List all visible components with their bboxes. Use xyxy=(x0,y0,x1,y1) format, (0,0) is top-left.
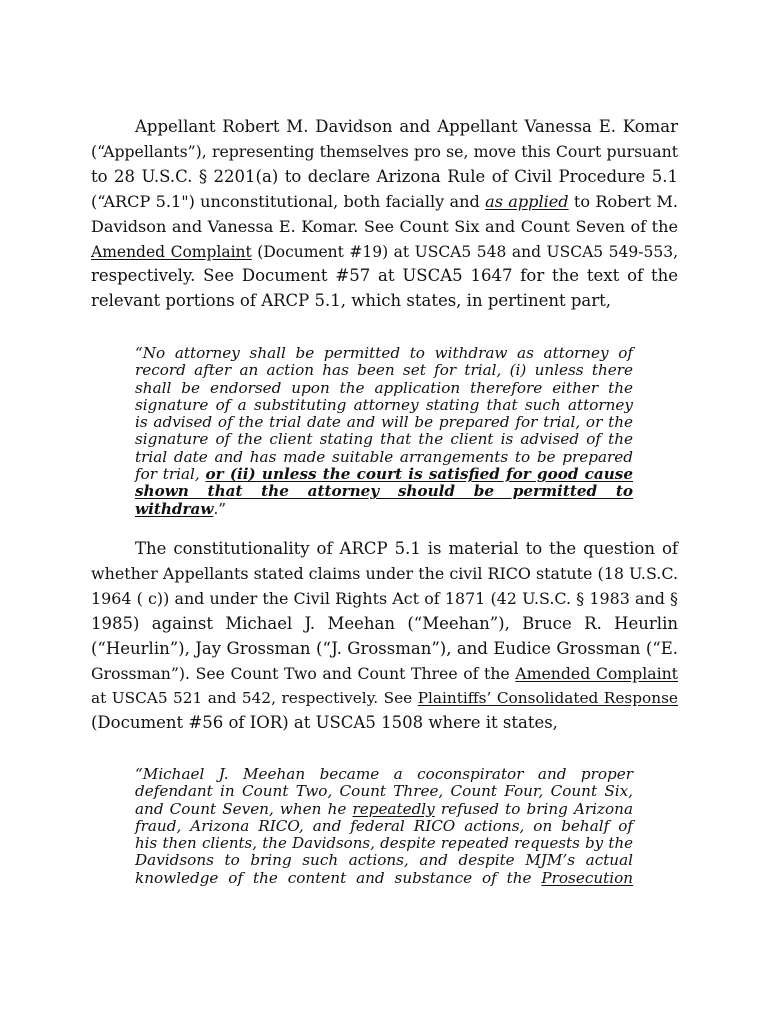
text-run: The constitutionality of ARCP 5.1 is material to the question of xyxy=(135,539,678,558)
prosecution-reference: Prosecution xyxy=(541,868,633,887)
amended-complaint-reference: Amended Complaint xyxy=(91,242,252,261)
emphasis-withdraw: withdraw xyxy=(135,499,214,518)
text-run: at USCA5 521 and 542, respectively. See xyxy=(91,689,413,708)
quote-line: “Michael J. Meehan became a coconspirator and proper xyxy=(135,765,633,783)
paragraph-line xyxy=(91,115,678,140)
emphasis-as-applied: as applied xyxy=(485,191,569,211)
paragraph-line: to 28 U.S.C. § 2201(a) to declare Arizona Rule of Civil Procedure 5.1 xyxy=(91,166,678,186)
paragraph-line xyxy=(91,240,678,265)
text-run: for trial, xyxy=(135,465,200,484)
quote-line: is advised of the trial date and will be prepared for trial, or the xyxy=(135,413,633,432)
text-run: to Robert M. xyxy=(573,191,679,211)
paragraph-line: (“Appellants”), representing themselves pro se, move this Court pursuant xyxy=(91,141,678,161)
text-run: .” xyxy=(213,499,227,518)
text-run: Appellant Robert M. Davidson and Appellant Vanessa E. Komar xyxy=(135,117,678,136)
quote-line: signature of the client stating that the client is advised of the xyxy=(135,430,633,449)
text-run: (Document #19) at USCA5 548 and USCA5 549-553, xyxy=(257,242,678,261)
consolidated-response-reference: Plaintiffs’ Consolidated Response xyxy=(417,689,678,708)
block-quote-consolidated-response xyxy=(135,766,633,887)
quote-line: record after an action has been set for trial, (i) unless there xyxy=(135,361,633,380)
paragraph-line: relevant portions of ARCP 5.1, which states, in pertinent part, xyxy=(91,291,611,311)
paragraph-line xyxy=(91,686,678,711)
block-quote-arcp xyxy=(135,345,633,518)
quote-line xyxy=(135,801,633,818)
paragraph-line: whether Appellants stated claims under the civil RICO statute (18 U.S.C. xyxy=(91,563,678,583)
quote-line: his then clients, the Davidsons, despite repeated requests by the xyxy=(135,834,633,853)
paragraph-line: Davidson and Vanessa E. Komar. See Count Six and Count Seven of the xyxy=(91,216,678,236)
paragraph-line: 1964 ( c)) and under the Civil Rights Act of 1871 (42 U.S.C. § 1983 and § xyxy=(91,588,678,608)
paragraph-line: respectively. See Document #57 at USCA5 1647 for the text of the xyxy=(91,266,678,286)
quote-line: fraud, Arizona RICO, and federal RICO actions, on behalf of xyxy=(135,816,633,835)
text-run: (“ARCP 5.1") unconstitutional, both facially and xyxy=(91,191,480,211)
text-run: and Count Seven, when he xyxy=(135,799,347,818)
quote-line xyxy=(135,870,633,887)
quote-line: Davidsons to bring such actions, and despite MJM’s actual xyxy=(135,851,633,870)
quote-line: trial date and has made suitable arrangements to be prepared xyxy=(135,447,633,466)
paragraph-line: (Document #56 of IOR) at USCA5 1508 where it states, xyxy=(91,713,558,733)
quote-line: “No attorney shall be permitted to withdraw as attorney of xyxy=(135,344,633,362)
quote-line: defendant in Count Two, Count Three, Count Four, Count Six, xyxy=(135,782,633,801)
amended-complaint-reference: Amended Complaint xyxy=(515,663,678,683)
paragraph-constitutionality xyxy=(91,537,678,736)
quote-line xyxy=(135,466,633,483)
quote-line: signature of a substituting attorney stating that such attorney xyxy=(135,395,633,414)
text-run: knowledge of the content and substance of the xyxy=(135,868,532,887)
emphasis-good-cause: or (ii) unless the court is satisfied for good cause xyxy=(205,465,633,484)
paragraph-motion xyxy=(91,115,678,314)
quote-line-emphasis: shown that the attorney should be permitted to xyxy=(135,482,633,501)
paragraph-line: (“Heurlin”), Jay Grossman (“J. Grossman”), and Eudice Grossman (“E. xyxy=(91,638,678,658)
quote-line xyxy=(135,501,633,518)
paragraph-line: 1985) against Michael J. Meehan (“Meehan”), Bruce R. Heurlin xyxy=(91,613,678,633)
text-run: Grossman”). See Count Two and Count Three of the xyxy=(91,663,510,683)
quote-line: shall be endorsed upon the application therefore either the xyxy=(135,378,633,397)
emphasis-repeatedly: repeatedly xyxy=(352,799,435,818)
paragraph-line xyxy=(91,190,678,215)
paragraph-line xyxy=(91,662,678,687)
text-run: refused to bring Arizona xyxy=(440,799,634,818)
paragraph-line xyxy=(91,537,678,562)
